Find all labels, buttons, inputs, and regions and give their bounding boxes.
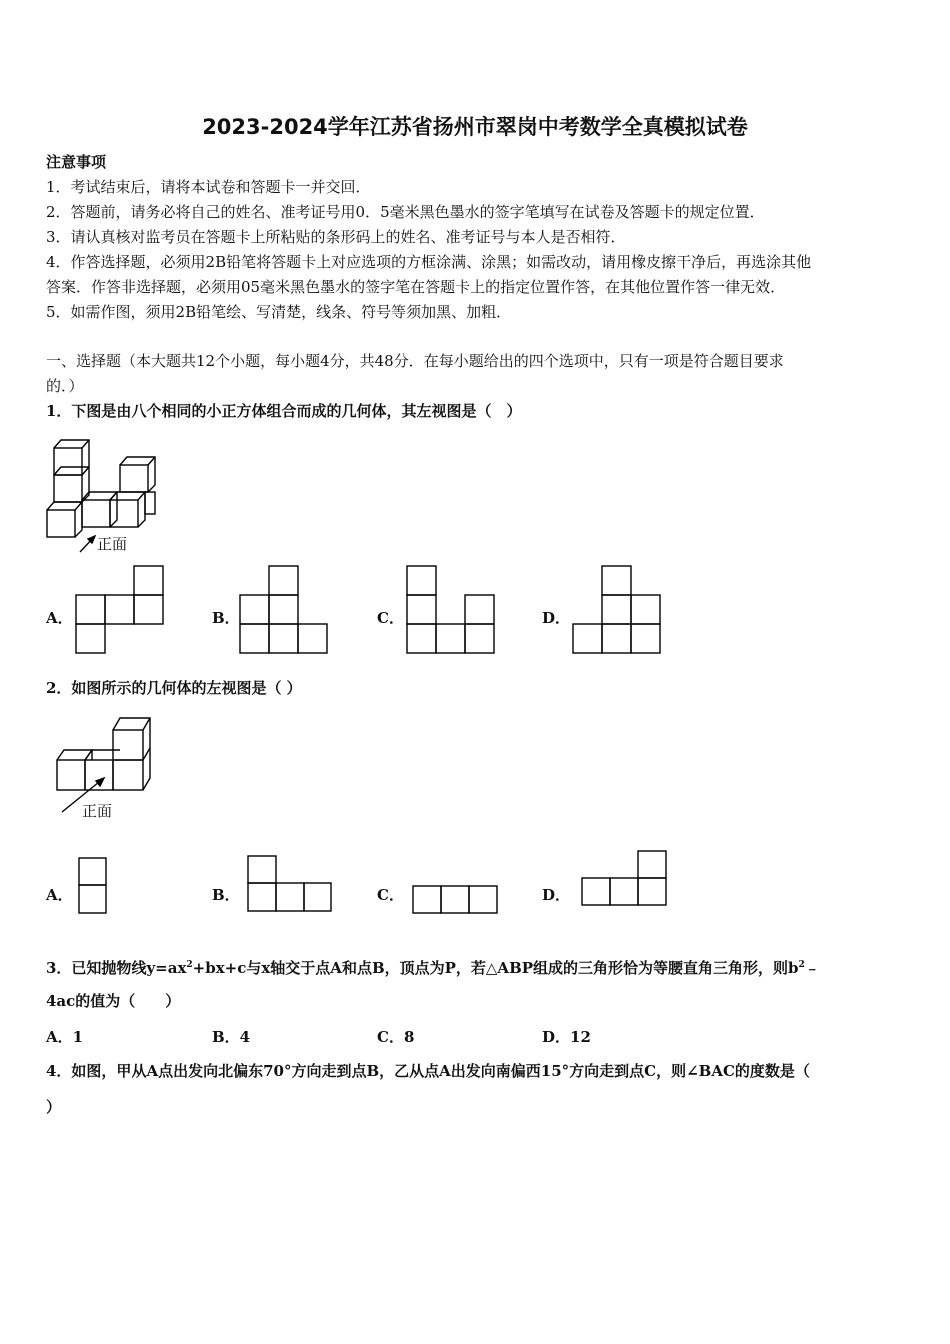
q1-option-a-label[interactable]: A． (46, 609, 73, 627)
q3-stem: 3．已知抛物线$y=ax^2+bx+c$与x轴交于点A和点B，顶点为P，若△ABP组成的三角形恰为等腰直角三角形，则$b^2﹣$ (46, 959, 820, 977)
q3-option-a[interactable]: A．1 (46, 1028, 84, 1046)
q2-option-d-label[interactable]: D． (542, 886, 571, 904)
q2-option-c-label[interactable]: C． (377, 886, 404, 904)
notice-item: 答案．作答非选择题，必须用05毫米黑色墨水的签字笔在答题卡上的指定位置作答，在其他位置作答一律无效． (46, 278, 786, 296)
page-title: 2023-2024学年江苏省扬州市翠岗中考数学全真模拟试卷 (202, 115, 748, 139)
notice-item: 5．如需作图，须用2B铅笔绘、写清楚，线条、符号等须加黑、加粗． (46, 303, 512, 321)
q2-front-label: 正面 (82, 802, 113, 820)
q1-option-b-label[interactable]: B． (212, 609, 240, 627)
notice-heading: 注意事项 (46, 153, 107, 171)
notice-item: 1．考试结束后，请将本试卷和答题卡一并交回． (46, 178, 371, 196)
section-heading: 一、选择题（本大题共12个小题，每小题4分，共48分．在每小题给出的四个选项中，只有一项是符合题目要求 (46, 352, 784, 370)
q2-stem: 2．如图所示的几何体的左视图是（ ） (46, 679, 302, 697)
q1-front-label: 正面 (97, 535, 128, 553)
q4-stem-cont: ） (46, 1098, 62, 1116)
q2-option-b-label[interactable]: B． (212, 886, 240, 904)
notice-item: 2．答题前，请务必将自己的姓名、准考证号用0．5毫米黑色墨水的签字笔填写在试卷及答题卡的规定位置． (46, 203, 765, 221)
q3-stem-cont: 4ac的值为（ ） (46, 992, 181, 1010)
q3-option-b[interactable]: B．4 (212, 1028, 251, 1046)
notice-item: 3．请认真核对监考员在答题卡上所粘贴的条形码上的姓名、准考证号与本人是否相符． (46, 228, 626, 246)
q1-option-c-label[interactable]: C． (377, 609, 404, 627)
q4-stem: 4．如图，甲从A点出发向北偏东70°方向走到点B，乙从点A出发向南偏西15°方向走到点C，则∠BAC的度数是（ (46, 1062, 810, 1080)
q3-option-c[interactable]: C．8 (377, 1028, 415, 1046)
q1-stem: 1．下图是由八个相同的小正方体组合而成的几何体，其左视图是（ ） (46, 402, 522, 420)
notice-item: 4．作答选择题，必须用2B铅笔将答题卡上对应选项的方框涂满、涂黑；如需改动，请用橡皮擦干净后，再选涂其他 (46, 253, 812, 271)
q2-option-a-label[interactable]: A． (46, 886, 73, 904)
q1-option-d-label[interactable]: D． (542, 609, 571, 627)
section-heading-cont: 的．） (46, 377, 84, 395)
q3-option-d[interactable]: D．12 (542, 1028, 591, 1046)
